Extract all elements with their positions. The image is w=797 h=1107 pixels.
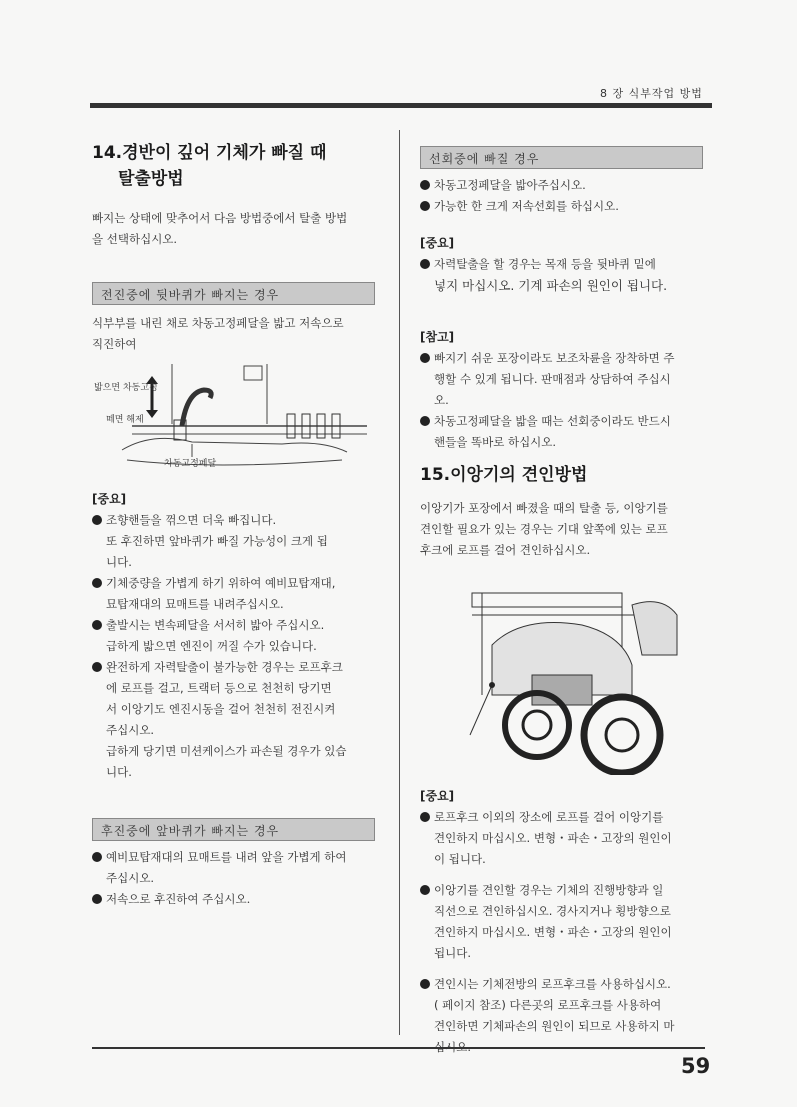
item-line: 주십시오. (106, 871, 155, 885)
item-line: 직선으로 견인하십시오. 경사지거나 횡방향으로 (434, 904, 671, 918)
item-line: 또 후진하면 앞바퀴가 빠질 가능성이 크게 됩 (106, 534, 328, 548)
item-line: 니다. (106, 765, 132, 779)
item-line: 주십시오. (106, 723, 155, 737)
header-rule (90, 103, 712, 108)
section-title-line1: 14.경반이 깊어 기체가 빠질 때 (92, 143, 327, 163)
bullet-icon (92, 852, 102, 862)
item-line: 이 됩니다. (434, 852, 486, 866)
item-line: 견인하면 기체파손의 원인이 되므로 사용하지 마 (434, 1019, 675, 1033)
item-line: 차동고정페달을 밟을 때는 선회중이라도 반드시 (434, 414, 671, 428)
reverse-list (92, 847, 377, 910)
item-line: 견인시는 기체전방의 로프후크를 사용하십시오. (434, 977, 671, 991)
bullet-icon (420, 353, 430, 363)
intro-line: 이앙기가 포장에서 빠졌을 때의 탈출 등, 이앙기를 (420, 501, 668, 515)
important-list-2 (420, 807, 715, 1058)
item-line: 행할 수 있게 됩니다. 판매점과 상담하여 주십시 (434, 372, 671, 386)
bullet-icon (92, 515, 102, 525)
bullet-icon (92, 662, 102, 672)
important-item (92, 510, 377, 531)
item-line: 완전하게 자력탈출이 불가능한 경우는 로프후크 (106, 660, 343, 674)
item-line: 에 로프를 걸고, 트랙터 등으로 천천히 당기면 (106, 681, 332, 695)
reverse-item (92, 847, 377, 889)
subsection-reverse: 후진중에 앞바퀴가 빠지는 경우 (92, 818, 375, 841)
turning-item (420, 196, 710, 217)
column-divider (399, 130, 400, 1035)
bullet-icon (420, 180, 430, 190)
item-line: 로프후크 이외의 장소에 로프를 걸어 이앙기를 (434, 810, 664, 824)
item-line: 예비묘탑재대의 묘매트를 내려 앞을 가볍게 하여 (106, 850, 347, 864)
item-extra (92, 636, 377, 657)
important-heading-2: [중요] (420, 789, 455, 803)
text-line: 식부부를 내린 채로 차동고정페달을 밟고 저속으로 (92, 316, 344, 330)
item-line: 됩니다. (434, 946, 471, 960)
item-line: 묘탑재대의 묘매트를 내려주십시오. (106, 597, 284, 611)
important-heading: [중요] (92, 492, 127, 506)
forward-instructions (92, 313, 377, 355)
item-line: 가능한 한 크게 저속선회를 하십시오. (434, 199, 619, 213)
chapter-header: 8 장 식부작업 방법 (600, 87, 703, 100)
intro-line: 을 선택하십시오. (92, 232, 178, 246)
important-right (420, 254, 710, 296)
note-item (420, 348, 710, 411)
important-item (92, 657, 377, 741)
important-list (92, 510, 377, 783)
item-line: 니다. (106, 555, 132, 569)
item-line: 오. (434, 393, 449, 407)
important-item (92, 615, 377, 636)
note-item (420, 411, 710, 453)
important-item (92, 573, 377, 615)
bullet-icon (420, 416, 430, 426)
turning-list (420, 175, 710, 217)
item-line: 핸들을 똑바로 하십시오. (434, 435, 557, 449)
intro-line: 빠지는 상태에 맞추어서 다음 방법중에서 탈출 방법 (92, 211, 348, 225)
bullet-icon (92, 894, 102, 904)
item-extra (92, 531, 377, 573)
subsection-forward: 전진중에 뒷바퀴가 빠지는 경우 (92, 282, 375, 305)
section-14-title (92, 140, 382, 192)
footer-rule (92, 1047, 705, 1049)
note-heading: [참고] (420, 330, 455, 344)
important-item (420, 807, 715, 870)
item-line: 견인하지 마십시오. 변형・파손・고장의 원인이 (434, 831, 672, 845)
text-line: 직진하여 (92, 337, 137, 351)
bullet-icon (92, 578, 102, 588)
bullet-icon (420, 201, 430, 211)
page-number: 59 (681, 1054, 711, 1078)
label-engage: 밟으면 차동고정 (94, 383, 158, 393)
turning-item (420, 175, 710, 196)
item-line: 기체중량을 가볍게 하기 위하여 예비묘탑재대, (106, 576, 336, 590)
item-line: 넣지 마십시오. 기계 파손의 원인이 됩니다. (434, 278, 668, 293)
bullet-icon (420, 812, 430, 822)
bullet-icon (420, 885, 430, 895)
subsection-turning: 선회중에 빠질 경우 (420, 146, 703, 169)
section-15-intro (420, 498, 715, 561)
section-15-title (420, 462, 710, 488)
bullet-icon (92, 620, 102, 630)
item-line: 이앙기를 견인할 경우는 기체의 진행방향과 일 (434, 883, 664, 897)
transplanter-drawing (462, 585, 690, 775)
important-item (420, 254, 710, 296)
bullet-icon (420, 259, 430, 269)
item-extra (92, 741, 377, 783)
label-pedal: 차동고정페달 (164, 459, 217, 469)
important-item (420, 974, 715, 1058)
item-line: ( 페이지 참조) 다른곳의 로프후크를 사용하여 (434, 998, 662, 1012)
item-line: 자력탈출을 할 경우는 목재 등을 뒷바퀴 밑에 (434, 257, 656, 271)
item-line: 견인하지 마십시오. 변형・파손・고장의 원인이 (434, 925, 672, 939)
pedal-figure (92, 362, 377, 477)
note-list (420, 348, 710, 453)
item-line: 조향핸들을 꺾으면 더욱 빠집니다. (106, 513, 277, 527)
section-title: 15.이앙기의 견인방법 (420, 465, 588, 485)
item-line: 차동고정페달을 밟아주십시오. (434, 178, 586, 192)
item-line: 급하게 밟으면 엔진이 꺼질 수가 있습니다. (106, 639, 317, 653)
important-heading-right: [중요] (420, 236, 455, 250)
item-line: 저속으로 후진하여 주십시오. (106, 892, 251, 906)
intro-line: 견인할 필요가 있는 경우는 기대 앞쪽에 있는 로프 (420, 522, 668, 536)
bullet-icon (420, 979, 430, 989)
item-line: 출발시는 변속페달을 서서히 밟아 주십시오. (106, 618, 325, 632)
label-release: 떼면 해제 (106, 415, 144, 425)
transplanter-figure (462, 585, 690, 775)
intro-line: 후크에 로프를 걸어 견인하십시오. (420, 543, 591, 557)
section-14-intro (92, 208, 377, 250)
reverse-item (92, 889, 377, 910)
item-line: 급하게 당기면 미션케이스가 파손될 경우가 있습 (106, 744, 347, 758)
item-line: 서 이앙기도 엔진시동을 걸어 천천히 전진시켜 (106, 702, 336, 716)
item-line: 빠지기 쉬운 포장이라도 보조차륜을 장착하면 주 (434, 351, 675, 365)
important-item (420, 880, 715, 964)
section-title-line2: 탈출방법 (118, 169, 184, 189)
